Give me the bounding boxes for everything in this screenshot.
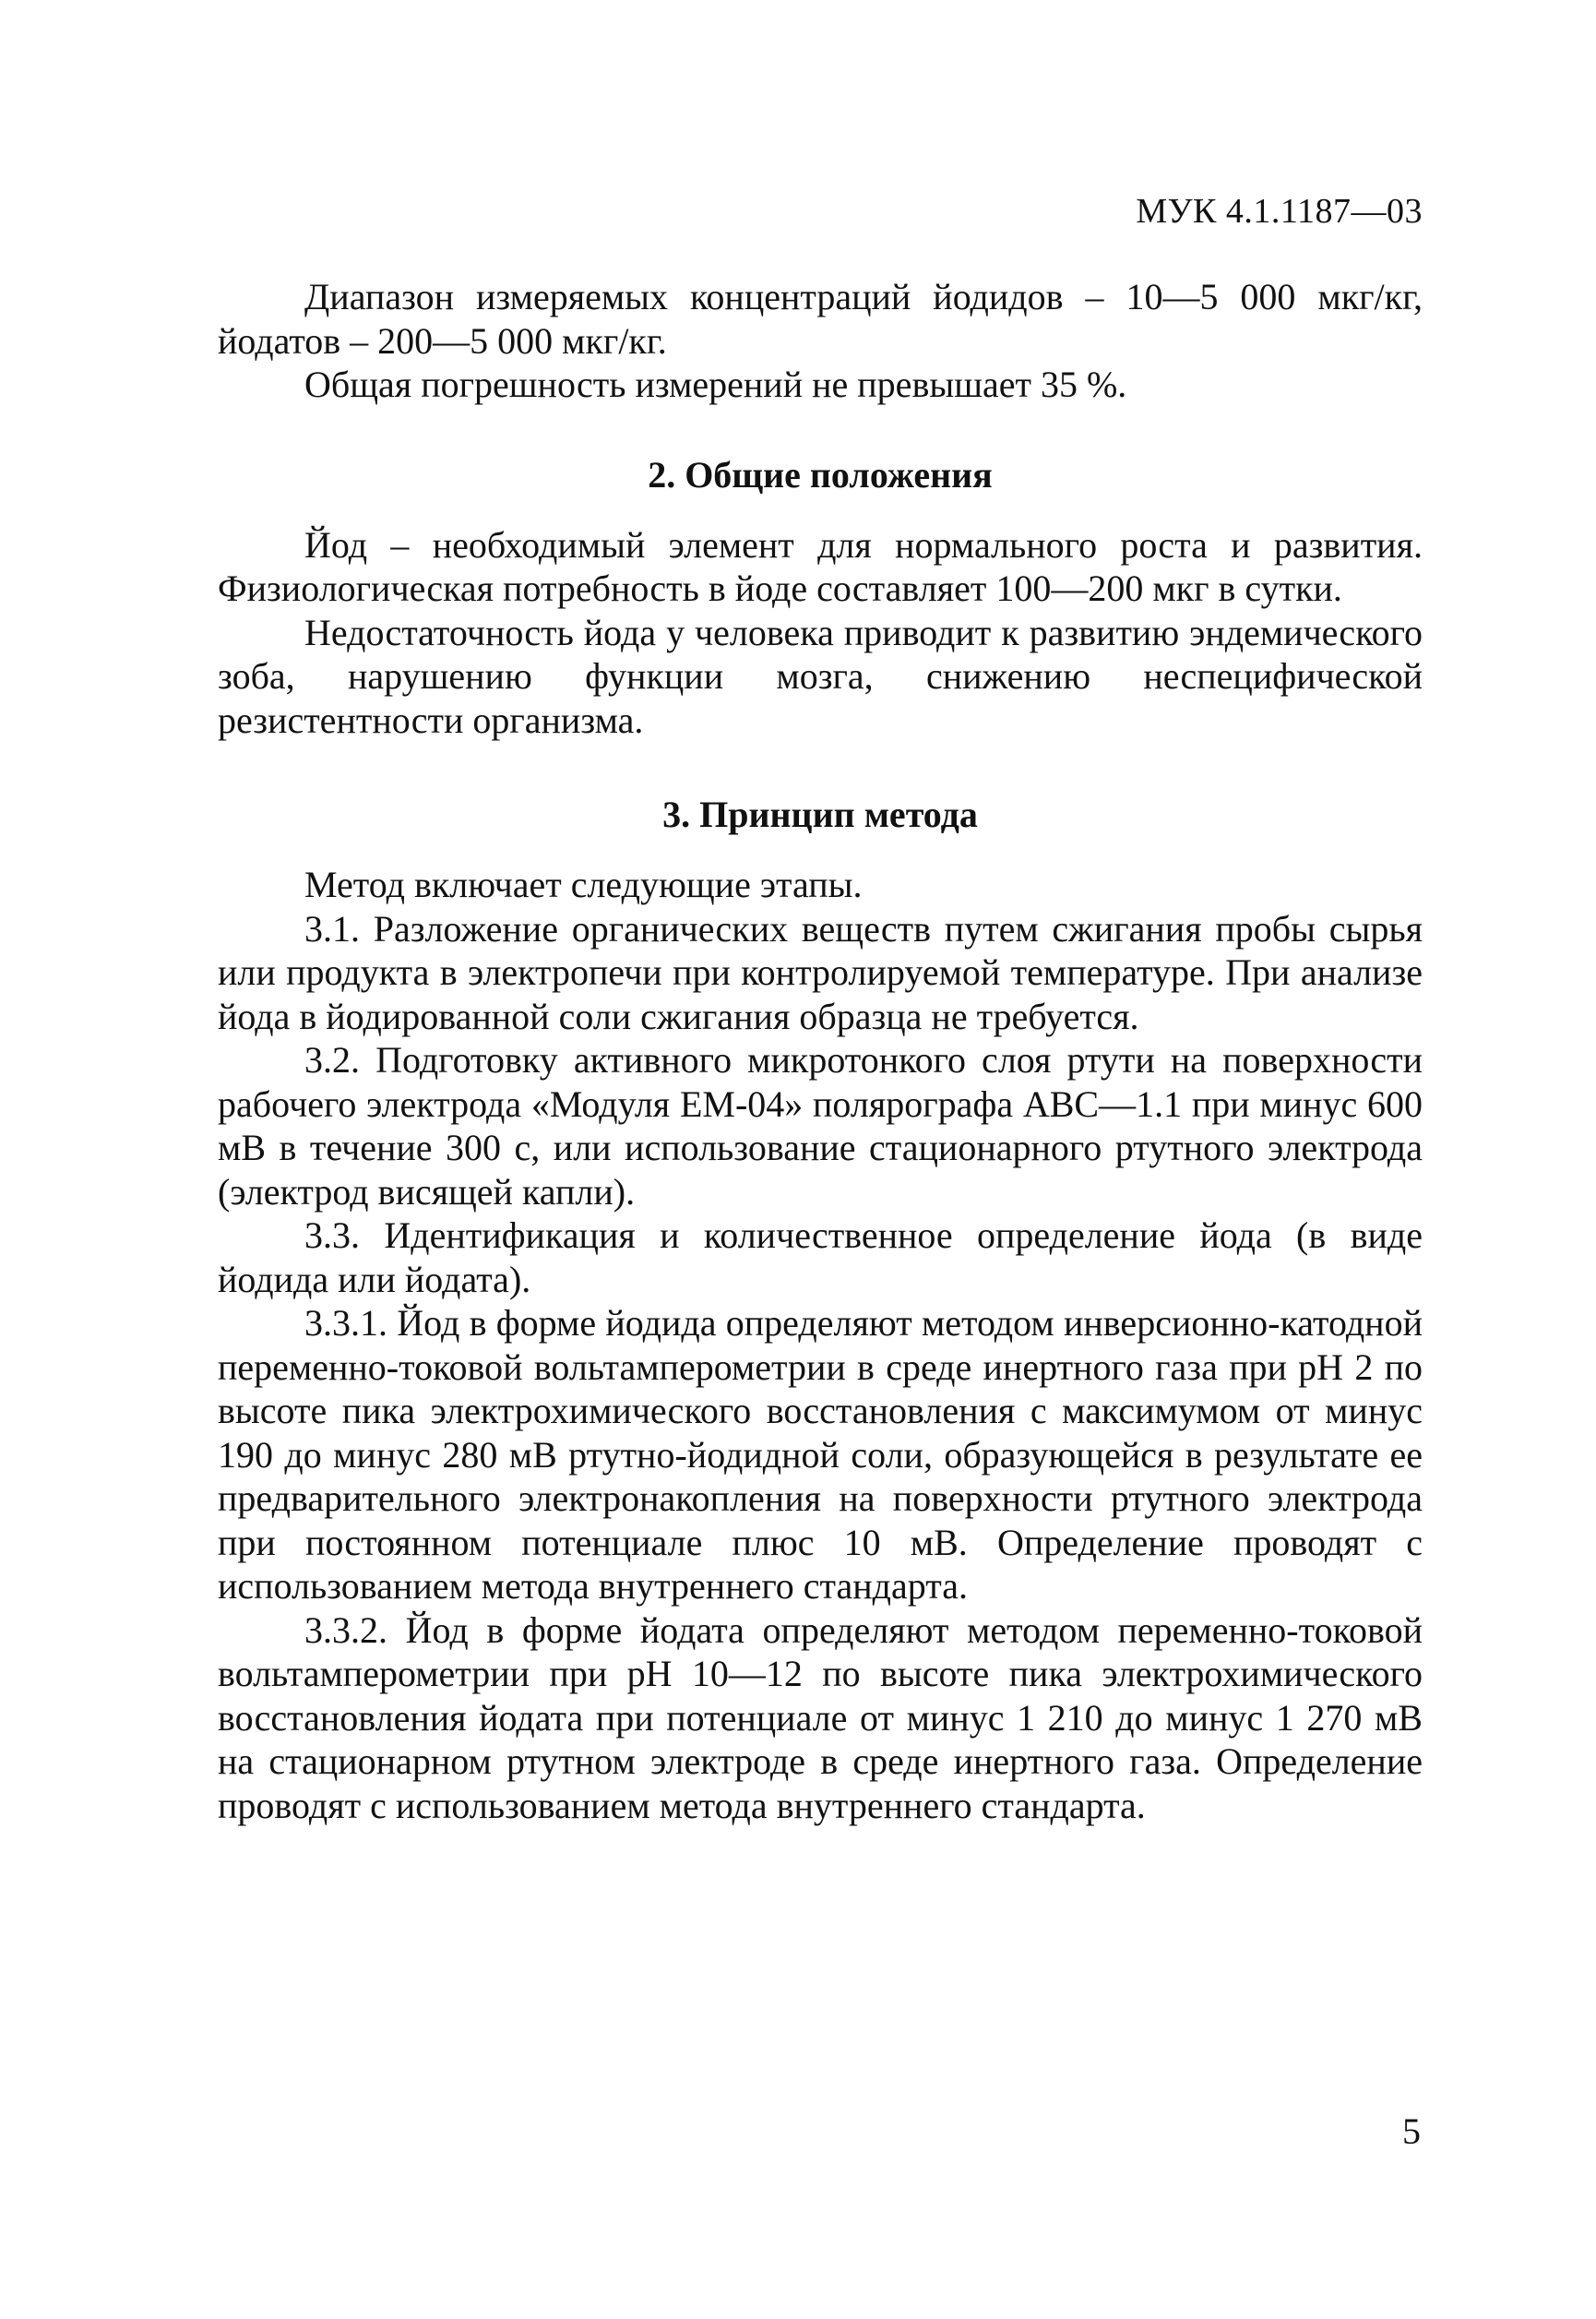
- clause-3-1-paragraph: 3.1. Разложение органических веществ путем сжигания пробы сырья или продукта в электропечи при контролируемой температуре. При анализе йода в йодированной соли сжигания образца не требуется.: [218, 907, 1423, 1037]
- section-2-paragraph-1: Йод – необходимый элемент для нормального роста и развития. Физиологическая потребность в йоде составляет 100—200 мкг в сутки.: [218, 523, 1423, 609]
- measurement-error-paragraph: Общая погрешность измерений не превышает 35 %.: [304, 364, 1127, 405]
- page-body: [218, 275, 1423, 1827]
- section-3-intro-paragraph: Метод включает следующие этапы.: [304, 864, 863, 905]
- clause-3-3-2-paragraph: 3.3.2. Йод в форме йодата определяют методом переменно-токовой вольтамперометрии при рН 10—12 по высоте пика электрохимического восстановления йодата при потенциале от минус 1 210 до минус 1 270 мВ на стационарном ртутном электроде в среде инертного газа. Определение проводят с использованием метода внутреннего стандарта.: [218, 1608, 1423, 1826]
- section-3-heading: 3. Принцип метода: [662, 794, 978, 835]
- document-code-header: МУК 4.1.1187—03: [1136, 192, 1423, 231]
- clause-3-3-1-paragraph: 3.3.1. Йод в форме йодида определяют методом инверсионно-катодной переменно-токовой вольтамперометрии в среде инертного газа при рН 2 по высоте пика электрохимического восстановления с максимумом от минус 190 до минус 280 мВ ртутно-йодидной соли, образующейся в результате ее предварительного электронакопления на поверхности ртутного электрода при постоянном потенциале плюс 10 мВ. Определение проводят с использованием метода внутреннего стандарта.: [218, 1302, 1423, 1607]
- section-2-heading: 2. Общие положения: [648, 453, 993, 496]
- section-2-paragraph-2: Недостаточность йода у человека приводит к развитию эндемического зоба, нарушению функции мозга, снижению неспецифической резистентности организма.: [218, 611, 1423, 741]
- clause-3-2-paragraph: 3.2. Подготовку активного микротонкого слоя ртути на поверхности рабочего электрода «Модуля ЕМ-04» полярографа АВС—1.1 при минус 600 мВ в течение 300 с, или использование стационарного ртутного электрода (электрод висящей капли).: [218, 1039, 1423, 1213]
- measurement-range-paragraph: Диапазон измеряемых концентраций йодидов – 10—5 000 мкг/кг, йодатов – 200—5 000 мкг/кг.: [218, 276, 1423, 362]
- page-number: 5: [1402, 2110, 1421, 2152]
- clause-3-3-paragraph: 3.3. Идентификация и количественное определение йода (в виде йодида или йодата).: [218, 1214, 1423, 1300]
